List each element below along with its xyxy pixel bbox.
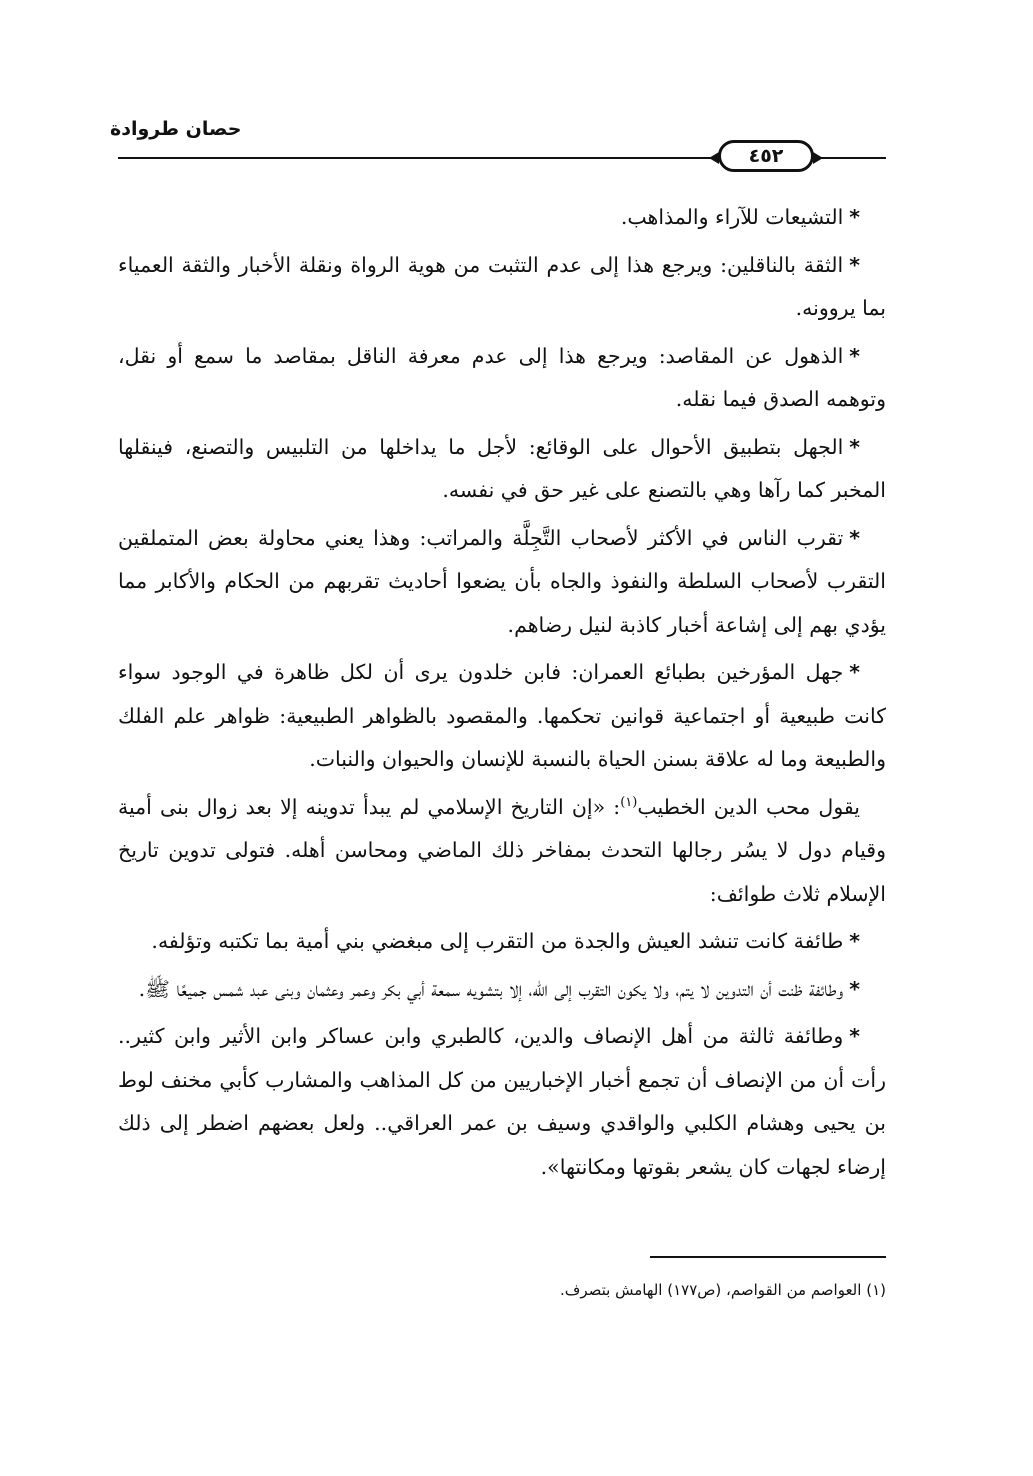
asterisk-bullet: * [849, 1024, 860, 1048]
group-text: طائفة كانت تنشد العيش والجدة من التقرب إلى مبغضي بني أمية بما تكتبه وتؤلفه. [151, 929, 844, 953]
paragraph-text: الثقة بالناقلين: ويرجع هذا إلى عدم التثبت من هوية الرواة ونقلة الأخبار والثقة العمياء بما يروونه. [118, 252, 886, 320]
page-number-badge: ٤٥٢ [718, 140, 814, 172]
paragraph [118, 651, 886, 782]
paragraph [118, 335, 886, 422]
footnote-number: (١) [866, 1281, 886, 1299]
asterisk-bullet: * [849, 525, 860, 550]
quote-intro-text: يقول محب الدين الخطيب [637, 794, 860, 819]
paragraph [118, 426, 886, 513]
footnote-text: العواصم من القواصم، (ص١٧٧) الهامش بتصرف. [560, 1281, 862, 1299]
running-title: حصان طروادة [110, 118, 242, 140]
asterisk-bullet: * [849, 343, 860, 368]
quote-intro-paragraph [118, 786, 886, 917]
asterisk-bullet: * [849, 252, 860, 277]
asterisk-bullet: * [849, 929, 860, 953]
asterisk-bullet: * [849, 434, 860, 459]
group-item [118, 968, 886, 1012]
quote-intro-continued: : «إن التاريخ الإسلامي لم يبدأ تدوينه إلا بعد زوال بنى أمية وقيام دول لا يسُر رجالها التحدث بمفاخر ذلك الماضي ومحاسن أهله. فتولى تدوين تاريخ الإسلام ثلاث طوائف: [118, 794, 886, 906]
main-text [118, 196, 886, 1193]
footnote [118, 1278, 886, 1302]
paragraph [118, 244, 886, 331]
paragraph [118, 517, 886, 648]
asterisk-bullet: * [849, 205, 860, 229]
paragraph-text: الذهول عن المقاصد: ويرجع هذا إلى عدم معرفة الناقل بمقاصد ما سمع أو نقل، وتوهمه الصدق فيما نقله. [118, 343, 886, 411]
paragraph [118, 196, 886, 240]
paragraph-text: جهل المؤرخين بطبائع العمران: فابن خلدون يرى أن لكل ظاهرة في الوجود سواء كانت طبيعية أو اجتماعية قوانين تحكمها. والمقصود بالظواهر الطبيعية: ظواهر علم الفلك والطبيعة وما له علاقة بسنن الحياة بالنسبة للإنسان والحيوان والنبات. [118, 660, 886, 771]
paragraph-text: تقرب الناس في الأكثر لأصحاب التَّجِلَّة والمراتب: وهذا يعني محاولة بعض المتملقين التقرب لأصحاب السلطة والنفوذ والجاه بأن يضعوا أحاديث تقربهم من الحكام والأكابر مما يؤدي بهم إلى إشاعة أخبار كاذبة لنيل رضاهم. [118, 525, 886, 637]
asterisk-bullet: * [849, 660, 860, 684]
group-item [118, 1015, 886, 1189]
group-text: وطائفة ظنت أن التدوين لا يتم، ولا يكون التقرب إلى الله، إلا بتشويه سمعة أبي بكر وعمر وعثمان وبنى عبد شمس جميعًا ﷺ. [138, 976, 844, 1001]
group-text: وطائفة ثالثة من أهل الإنصاف والدين، كالطبري وابن عساكر وابن الأثير وابن كثير.. رأت أن من الإنصاف أن تجمع أخبار الإخباريين من كل المذاهب والمشارب كأبي مخنف لوط بن يحيى وهشام الكلبي والواقدي وسيف بن عمر العراقي.. ولعل بعضهم اضطر إلى ذلك إرضاء لجهات كان يشعر بقوتها ومكانتها». [118, 1024, 886, 1179]
footnote-divider [650, 1256, 886, 1258]
group-item [118, 920, 886, 964]
paragraph-text: الجهل بتطبيق الأحوال على الوقائع: لأجل ما يداخلها من التلبيس والتصنع، فينقلها المخبر كما رآها وهي بالتصنع على غير حق في نفسه. [118, 434, 886, 502]
footnote-reference: (١) [620, 794, 638, 810]
paragraph-text: التشيعات للآراء والمذاهب. [620, 205, 844, 229]
asterisk-bullet: * [849, 976, 860, 1001]
